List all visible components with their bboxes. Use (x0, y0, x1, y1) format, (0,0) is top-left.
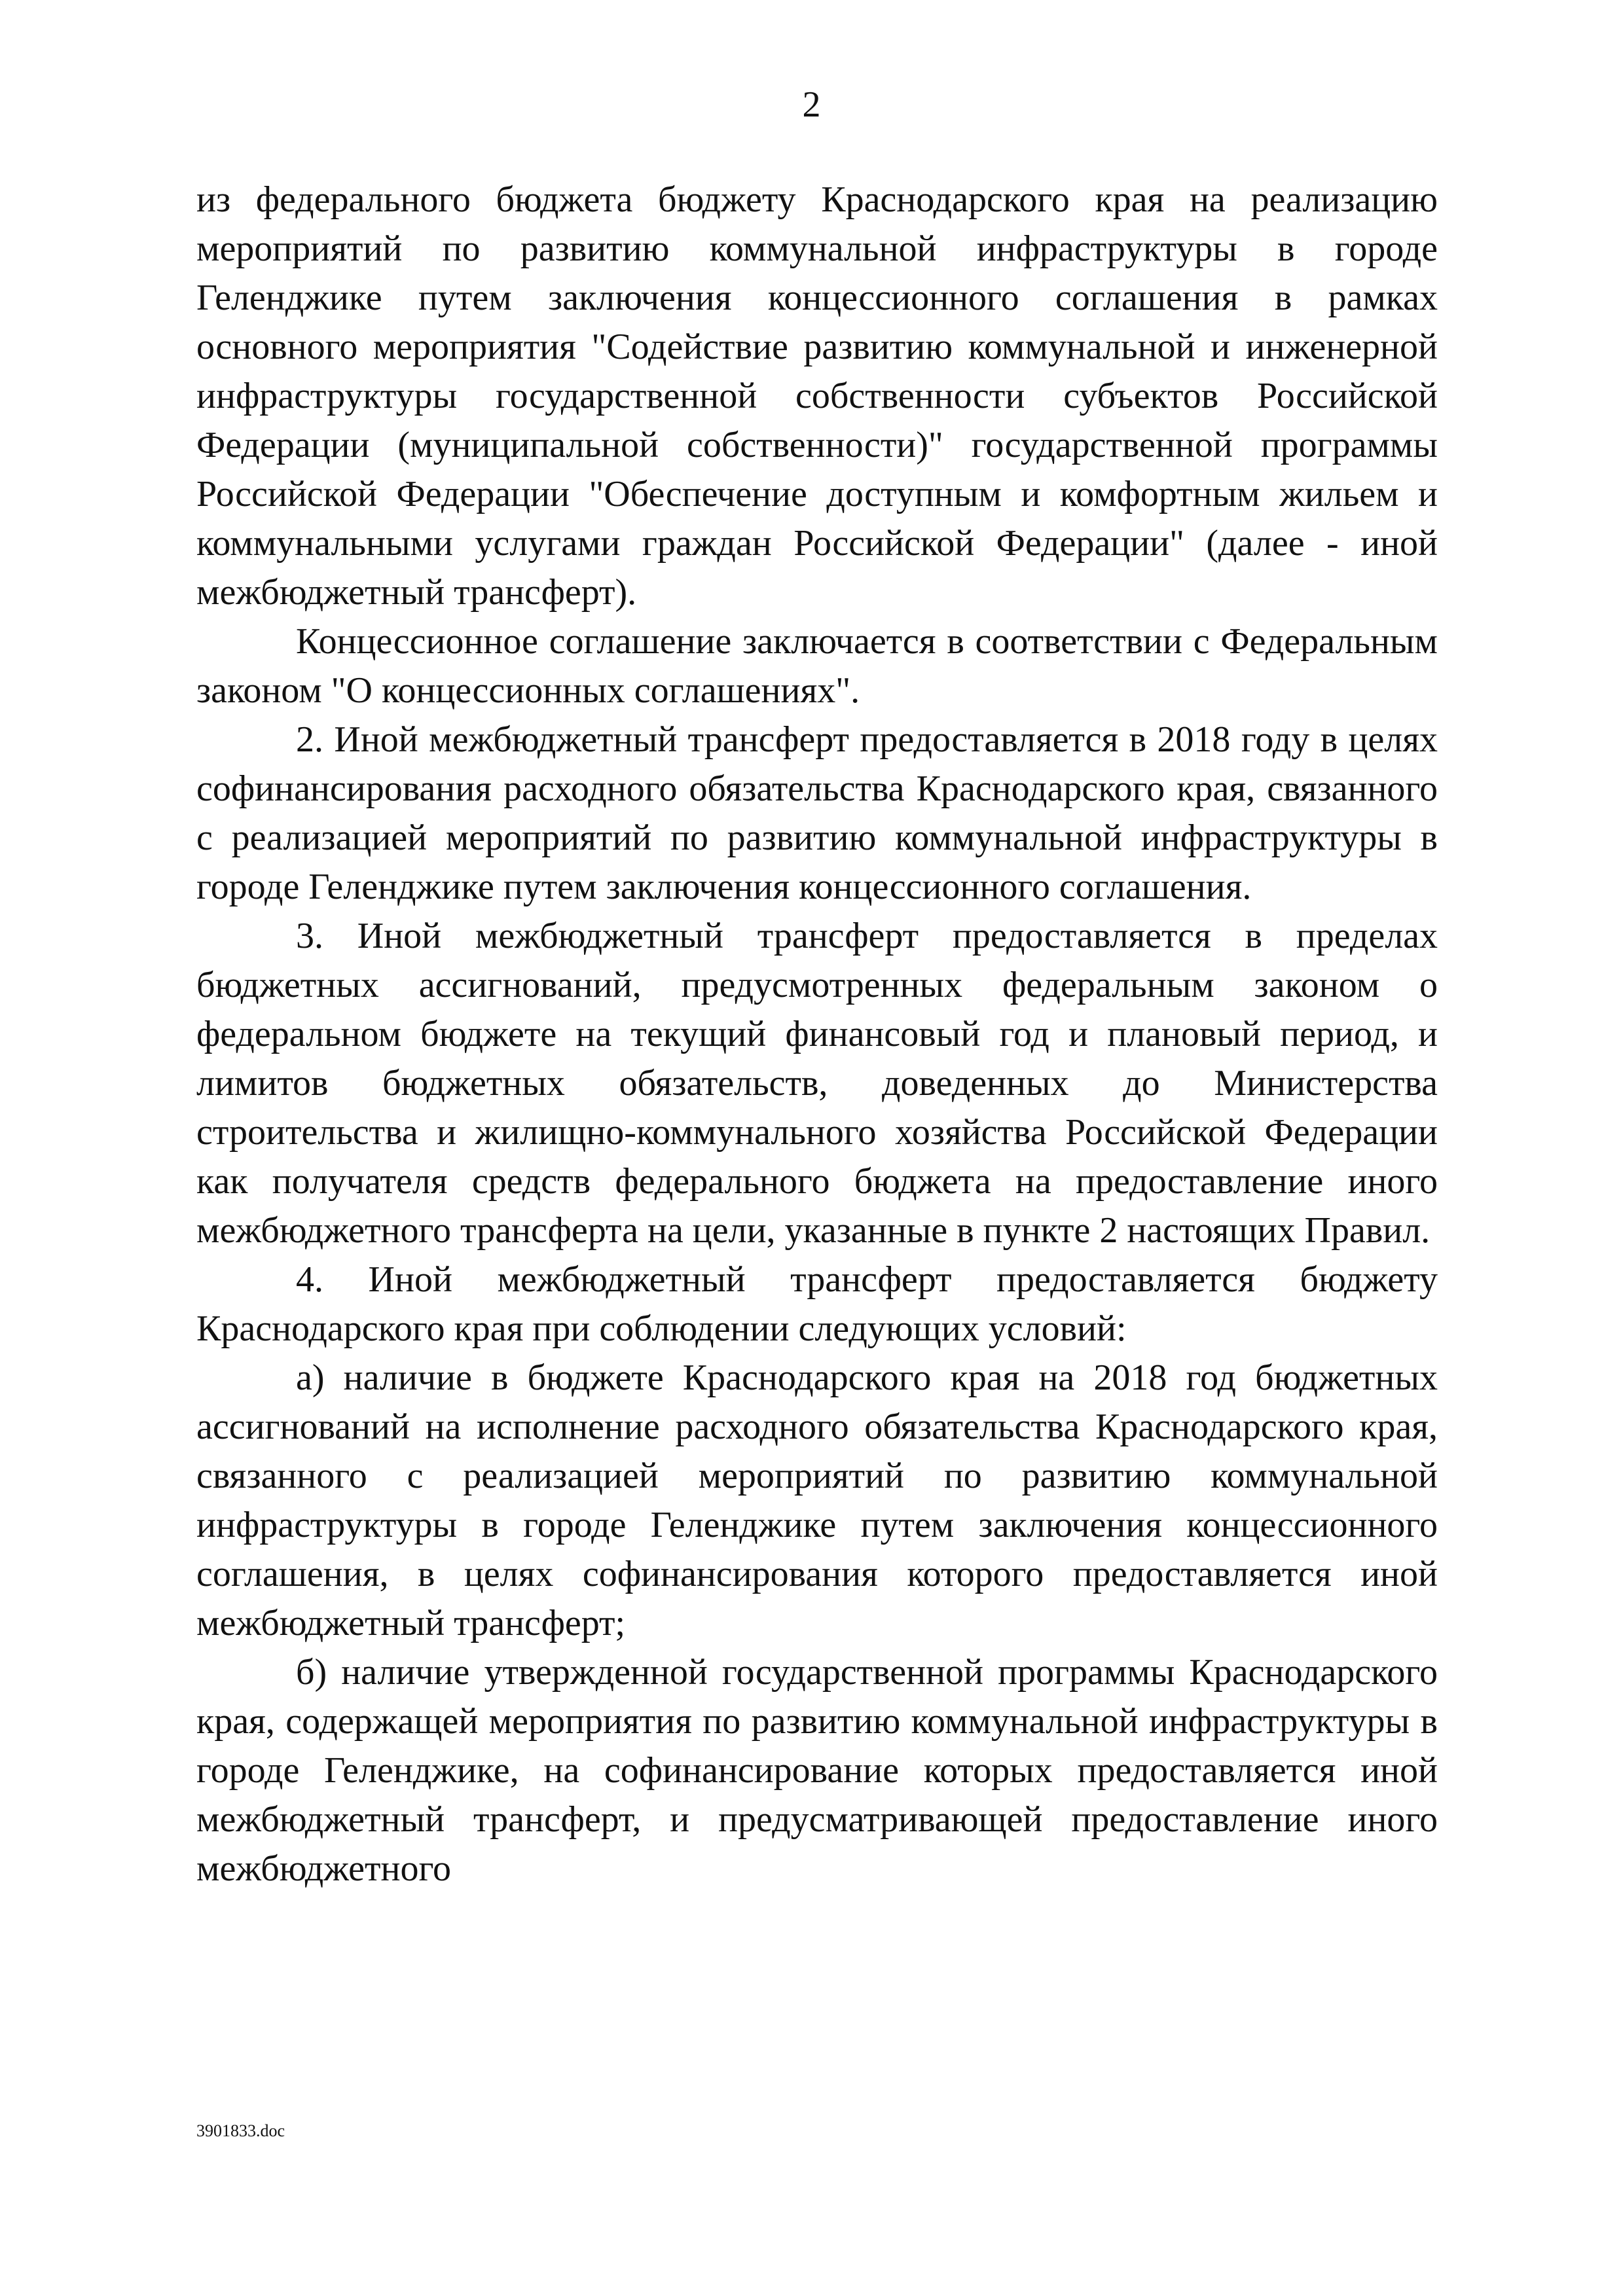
page-number: 2 (802, 84, 821, 125)
paragraph-item-3: 3. Иной межбюджетный трансферт предоставляется в пределах бюджетных ассигнований, предусмотренных федеральным законом о федеральном бюджете на текущий финансовый год и плановый период, и лимитов бюджетных обязательств, доведенных до Министерства строительства и жилищно-коммунального хозяйства Российской Федерации как получателя средств федерального бюджета на предоставление иного межбюджетного трансферта на цели, указанные в пункте 2 настоящих Правил. (196, 916, 1438, 1251)
paragraph-item-2: 2. Иной межбюджетный трансферт предоставляется в 2018 году в целях софинансирования расходного обязательства Краснодарского края, связанного с реализацией мероприятий по развитию коммунальной инфраструктуры в городе Геленджике путем заключения концессионного соглашения. (196, 719, 1438, 907)
paragraph-item-4a: а) наличие в бюджете Краснодарского края на 2018 год бюджетных ассигнований на исполнение расходного обязательства Краснодарского края, связанного с реализацией мероприятий по развитию коммунальной инфраструктуры в городе Геленджике путем заключения концессионного соглашения, в целях софинансирования которого предоставляется иной межбюджетный трансферт; (196, 1357, 1438, 1643)
paragraph-concession-agreement: Концессионное соглашение заключается в соответствии с Федеральным законом "О концессионных соглашениях". (196, 621, 1438, 711)
paragraph-item-4b: б) наличие утвержденной государственной программы Краснодарского края, содержащей мероприятия по развитию коммунальной инфраструктуры в городе Геленджике, на софинансирование которых предоставляется иной межбюджетный трансферт, и предусматривающей предоставление иного межбюджетного (196, 1652, 1438, 1889)
paragraph-intro-continuation: из федерального бюджета бюджету Краснодарского края на реализацию мероприятий по развитию коммунальной инфраструктуры в городе Геленджике путем заключения концессионного соглашения в рамках основного мероприятия "Содействие развитию коммунальной и инженерной инфраструктуры государственной собственности субъектов Российской Федерации (муниципальной собственности)" государственной программы Российской Федерации "Обеспечение доступным и комфортным жильем и коммунальными услугами граждан Российской Федерации" (далее - иной межбюджетный трансферт). (196, 179, 1438, 613)
document-body (196, 175, 1438, 1893)
footer-file-name: 3901833.doc (196, 2121, 285, 2140)
paragraph-item-4: 4. Иной межбюджетный трансферт предоставляется бюджету Краснодарского края при соблюдении следующих условий: (196, 1259, 1438, 1349)
